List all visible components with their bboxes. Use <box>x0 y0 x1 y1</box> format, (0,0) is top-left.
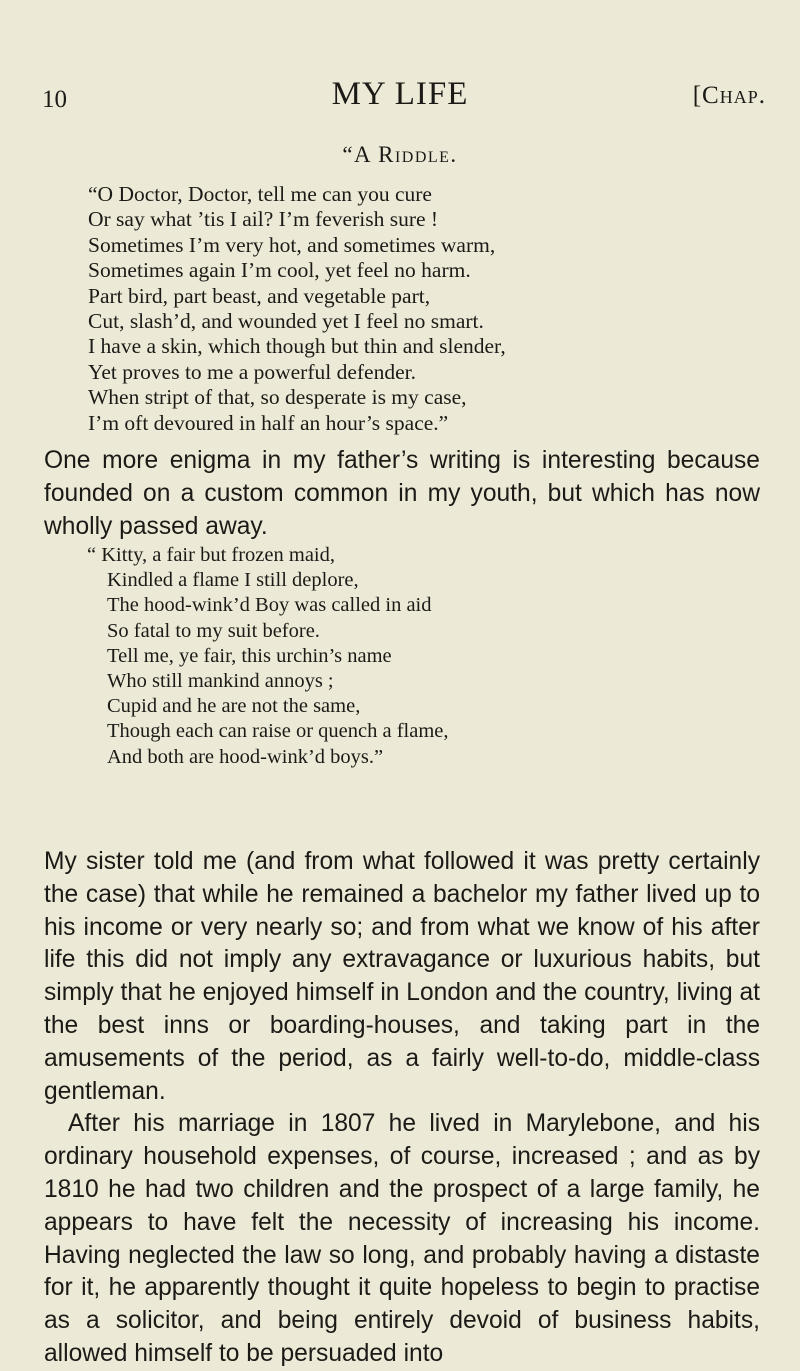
poem-line: Part bird, part beast, and vegetable part, <box>88 283 431 308</box>
riddle-poem <box>88 182 506 436</box>
page-number: 10 <box>42 86 67 113</box>
running-header <box>0 74 800 114</box>
poem-line: Kindled a flame I still deplore, <box>107 569 359 592</box>
poem-line: “O Doctor, Doctor, tell me can you cure <box>88 182 432 206</box>
poem-line: Sometimes again I’m cool, yet feel no harm. <box>88 258 471 283</box>
poem-line: The hood-wink’d Boy was called in aid <box>107 594 432 617</box>
poem-line: Yet proves to me a powerful defender. <box>88 359 416 384</box>
poem-line: “ Kitty, a fair but frozen maid, <box>87 544 335 566</box>
intro-paragraph: One more enigma in my father’s writing is interesting because founded on a custom common in my youth, but which has now wholly passed away. <box>44 447 760 540</box>
poem-line: Cut, slash’d, and wounded yet I feel no smart. <box>88 309 484 334</box>
poem-line: Though each can raise or quench a flame, <box>107 720 449 743</box>
poem-line: Who still mankind annoys ; <box>107 670 334 693</box>
poem-line: I have a skin, which though but thin and slender, <box>88 334 506 359</box>
poem-line: And both are hood-wink’d boys.” <box>107 745 384 768</box>
body-paragraph: My sister told me (and from what followed it was pretty certainly the case) that while he remained a bachelor my father lived up to his income or very nearly so; and from what we know of his after life this did not imply any extravagance or luxurious habits, but simply that he enjoyed himself in London and the country, living at the best inns or boarding-houses, and taking part in the amusements of the period, as a fairly well-to-do, middle-class gentleman. <box>44 848 760 1105</box>
kitty-poem <box>87 543 449 770</box>
poem-line: When stript of that, so desperate is my case, <box>88 385 467 410</box>
poem-line: Cupid and he are not the same, <box>107 695 361 718</box>
body-paragraph: After his marriage in 1807 he lived in Marylebone, and his ordinary household expenses, of course, increased ; and as by 1810 he had two children and the prospect of a large family, he appears to have felt the necessity of increasing his income. Having neglected the law so long, and probably having a distaste for it, he apparently thought it quite hopeless to begin to practise as a solicitor, and being entirely devoid of business habits, allowed himself to be persuaded into <box>44 1110 760 1367</box>
riddle-title: “A Riddle. <box>342 142 458 167</box>
poem-line: Or say what ’tis I ail? I’m feverish sure ! <box>88 207 439 232</box>
poem-line: Tell me, ye fair, this urchin’s name <box>107 644 392 667</box>
poem-line: I’m oft devoured in half an hour’s space.” <box>88 410 449 435</box>
body-text <box>44 846 760 1371</box>
chapter-label: [Chap. <box>692 82 766 109</box>
running-title: MY LIFE <box>331 76 469 112</box>
poem-line: Sometimes I’m very hot, and sometimes warm, <box>88 232 496 257</box>
poem-line: So fatal to my suit before. <box>107 619 320 642</box>
